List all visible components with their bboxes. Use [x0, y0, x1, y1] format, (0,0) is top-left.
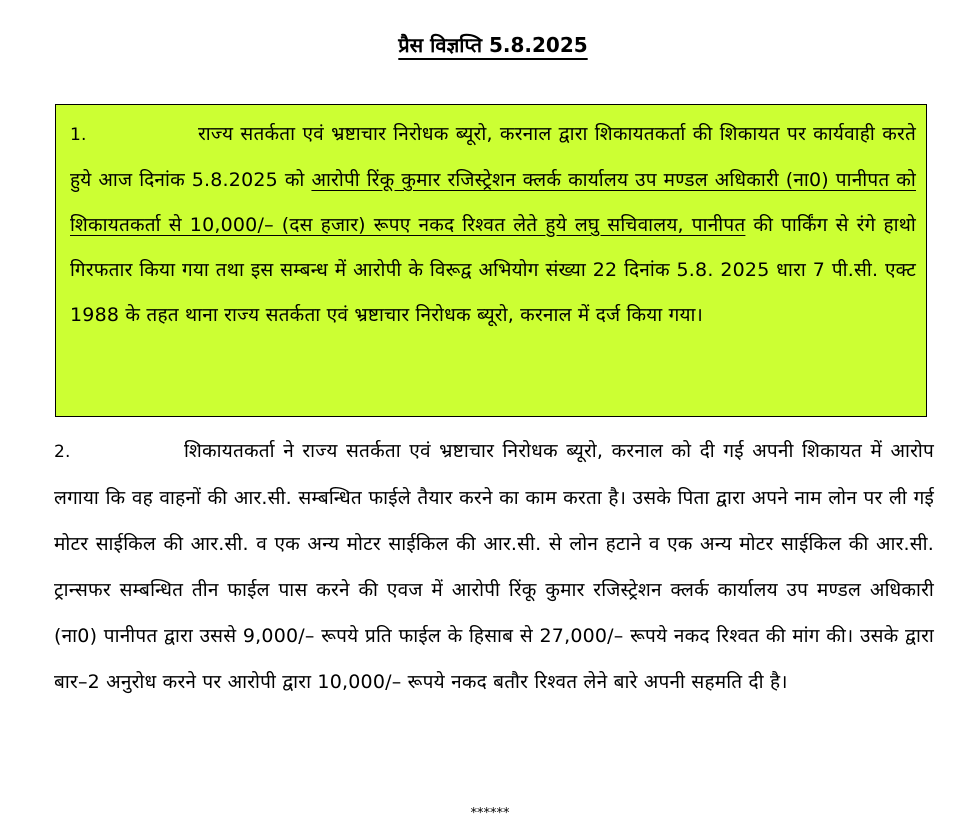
paragraph-1-underlined-text: आरोपी रिंकू कुमार रजिस्ट्रेशन क्लर्क कार्यालय उप मण्डल अधिकारी (ना0) पानीपत को शिकायतकर्ता से 10,000/– (दस हजार) रूपए नकद रिश्वत लेते हुये लघु सचिवालय, पानीपत [70, 169, 916, 236]
page-title [0, 30, 956, 60]
end-marker: ****** [470, 806, 510, 821]
paragraph-1-text-b: की पार्किंग से रंगे हाथो गिरफतार किया गया तथा इस सम्बन्ध में आरोपी के विरूद्व अभियोग संख्या 22 दिनांक 5.8. 2025 धारा 7 पी.सी. एक्ट 1988 के तहत थाना राज्य सतर्कता एवं भ्रष्टाचार निरोधक ब्यूरो, करनाल में दर्ज किया गया। [70, 214, 917, 326]
paragraph-1-number: 1. [70, 125, 87, 145]
paragraph-1-text-a: राज्य सतर्कता एवं भ्रष्टाचार निरोधक ब्यूरो, करनाल द्वारा शिकायतकर्ता की शिकायत पर कार्यवाही करते हुये आज दिनांक 5.8.2025 को [70, 123, 916, 191]
paragraph-2-number: 2. [54, 442, 71, 462]
title-text: प्रैस विज्ञप्ति 5.8.2025 [398, 33, 588, 57]
paragraph-1 [70, 112, 916, 338]
paragraph-2-text: शिकायतकर्ता ने राज्य सतर्कता एवं भ्रष्टाचार निरोधक ब्यूरो, करनाल को दी गई अपनी शिकायत में आरोप लगाया कि वह वाहनों की आर.सी. सम्बन्धित फाईले तैयार करने का काम करता है। उसके पिता द्वारा अपने नाम लोन पर ली गई मोटर साईकिल की आर.सी. व एक अन्य मोटर साईकिल की आर.सी. से लोन हटाने व एक अन्य मोटर साईकिल की आर.सी. ट्रान्सफर सम्बन्धित तीन फाईल पास करने की एवज में आरोपी रिंकू कुमार रजिस्ट्रेशन क्लर्क कार्यालय उप मण्डल अधिकारी (ना0) पानीपत द्वारा उससे 9,000/– रूपये प्रति फाईल के हिसाब से 27,000/– रूपये नकद रिश्वत की मांग की। उसके द्वारा बार–2 अनुरोध करने पर आरोपी द्वारा 10,000/– रूपये नकद बतौर रिश्वत लेने बारे अपनी सहमति दी है। [54, 440, 934, 693]
paragraph-2 [54, 428, 934, 705]
